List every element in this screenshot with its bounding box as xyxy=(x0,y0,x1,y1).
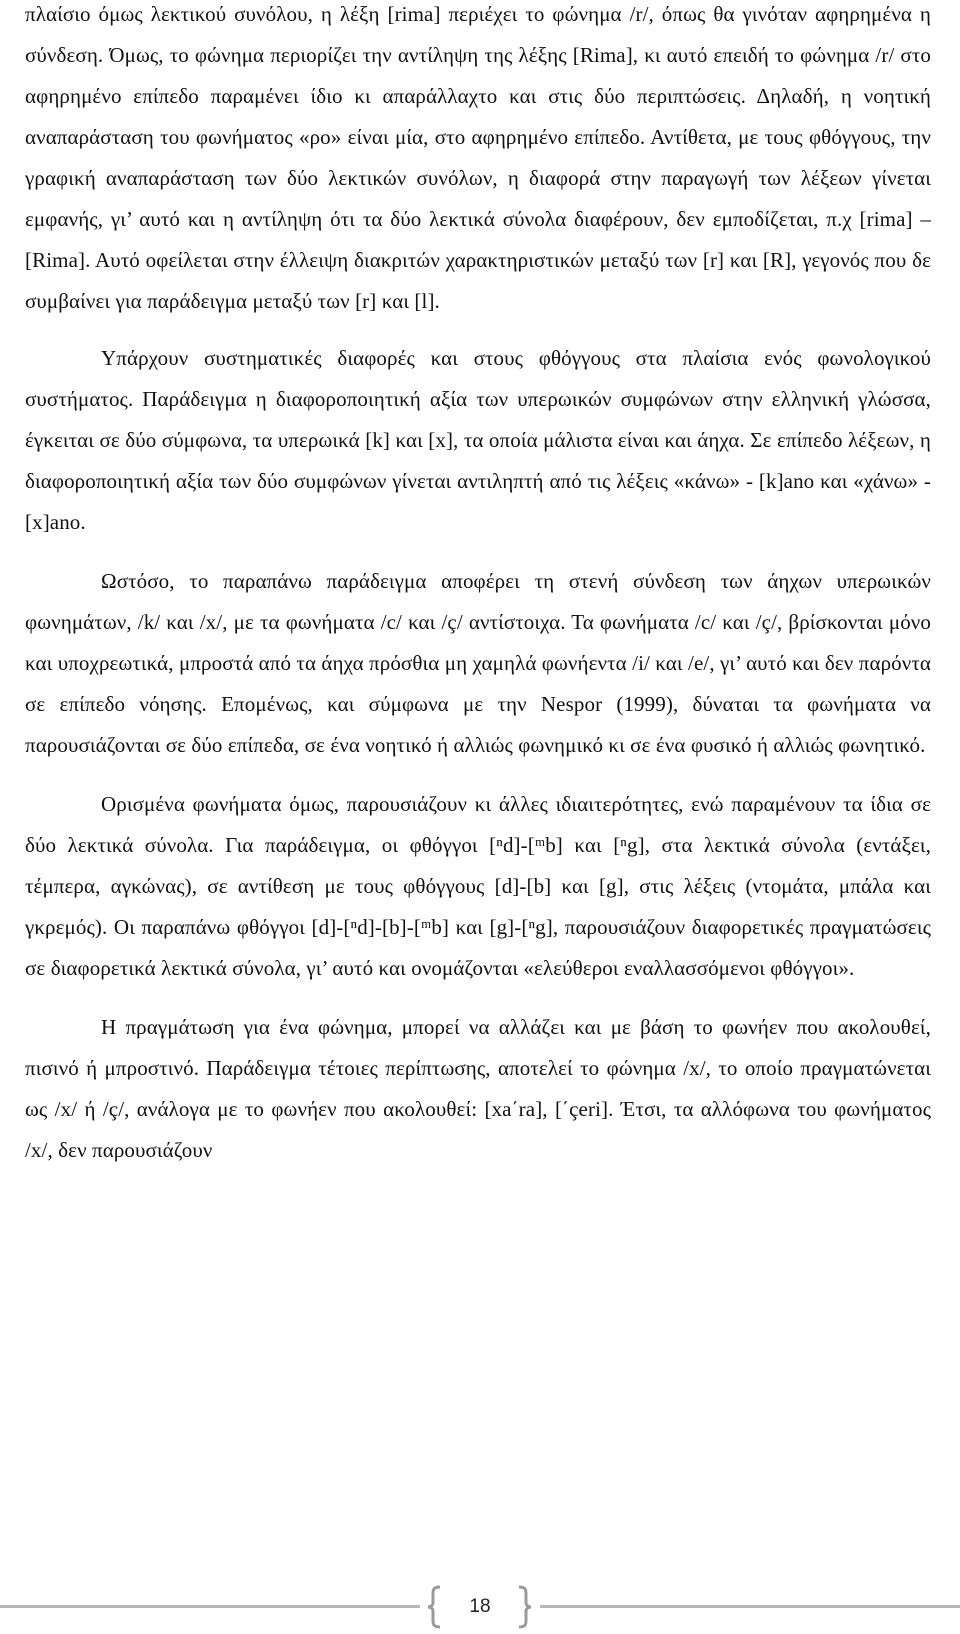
paragraph-3: Ωστόσο, το παραπάνω παράδειγμα αποφέρει τη στενή σύνδεση των άηχων υπερωικών φωνημάτων, /k/ και /x/, με τα φωνήματα /c/ και /ç/ αντίστοιχα. Τα φωνήματα /c/ και /ç/, βρίσκονται μόνο και υποχρεωτικά, μπροστά από τα άηχα πρόσθια μη χαμηλά φωνήεντα /i/ και /e/, γι’ αυτό και δεν παρόντα σε επίπεδο νόησης. Επομένως, και σύμφωνα με την Nespor (1999), δύναται τα φωνήματα να παρουσιάζονται σε δύο επίπεδα, σε ένα νοητικό ή αλλιώς φωνημικό κι σε ένα φυσικό ή αλλιώς φωνητικό. xyxy=(25,569,931,757)
footer-rule-left xyxy=(0,1605,420,1608)
paragraph-1: πλαίσιο όμως λεκτικού συνόλου, η λέξη [rima] περιέχει το φώνημα /r/, όπως θα γινόταν αφηρημένα η σύνδεση. Όμως, το φώνημα περιορίζει την αντίληψη της λέξης [Rima], κι αυτό επειδή το φώνημα /r/ στο αφηρημένο επίπεδο παραμένει ίδιο κι απαράλλαχτο και στις δύο περιπτώσεις. Δηλαδή, η νοητική αναπαράσταση του φωνήματος «ρο» είναι μία, στο αφηρημένο επίπεδο. Αντίθετα, με τους φθόγγους, την γραφική αναπαράσταση των δύο λεκτικών συνόλων, η διαφορά στην παραγωγή των λέξεων γίνεται εμφανής, γι’ αυτό και η αντίληψη ότι τα δύο λεκτικά σύνολα διαφέρουν, δεν εμποδίζεται, π.χ [rima] – [Rima]. Αυτό οφείλεται στην έλλειψη διακριτών χαρακτηριστικών μεταξύ των [r] και [R], γεγονός που δε συμβαίνει για παράδειγμα μεταξύ των [r] και [l]. xyxy=(25,2,931,313)
page-number: 18 xyxy=(469,1596,491,1617)
page-footer xyxy=(0,1580,960,1634)
right-brace-icon xyxy=(516,1585,534,1629)
footer-rule-right xyxy=(540,1605,960,1608)
document-body xyxy=(25,0,931,1171)
paragraph-5: Η πραγμάτωση για ένα φώνημα, μπορεί να αλλάζει και με βάση το φωνήεν που ακολουθεί, πισινό ή μπροστινό. Παράδειγμα τέτοιες περίπτωσης, αποτελεί το φώνημα /x/, το οποίο πραγματώνεται ως /x/ ή /ç/, ανάλογα με το φωνήεν που ακολουθεί: [xa΄ra], [΄çeri]. Έτσι, τα αλλόφωνα του φωνήματος /x/, δεν παρουσιάζουν xyxy=(25,1015,931,1162)
paragraph-4: Ορισμένα φωνήματα όμως, παρουσιάζουν κι άλλες ιδιαιτερότητες, ενώ παραμένουν τα ίδια σε δύο λεκτικά σύνολα. Για παράδειγμα, οι φθόγγοι [ⁿd]-[ᵐb] και [ⁿg], στα λεκτικά σύνολα (εντάξει, τέμπερα, αγκώνας), σε αντίθεση με τους φθόγγους [d]-[b] και [g], στις λέξεις (ντομάτα, μπάλα και γκρεμός). Οι παραπάνω φθόγγοι [d]-[ⁿd]-[b]-[ᵐb] και [g]-[ⁿg], παρουσιάζουν διαφορετικές πραγματώσεις σε διαφορετικά λεκτικά σύνολα, γι’ αυτό και ονομάζονται «ελεύθεροι εναλλασσόμενοι φθόγγοι». xyxy=(25,792,931,980)
paragraph-2: Υπάρχουν συστηματικές διαφορές και στους φθόγγους στα πλαίσια ενός φωνολογικού συστήματος. Παράδειγμα η διαφοροποιητική αξία των υπερωικών συμφώνων στην ελληνική γλώσσα, έγκειται σε δύο σύμφωνα, τα υπερωικά [k] και [x], τα οποία μάλιστα είναι και άηχα. Σε επίπεδο λέξεων, η διαφοροποιητική αξία των δύο συμφώνων γίνεται αντιληπτή από τις λέξεις «κάνω» - [k]ano και «χάνω» - [x]ano. xyxy=(25,346,931,534)
left-brace-icon xyxy=(425,1585,443,1629)
